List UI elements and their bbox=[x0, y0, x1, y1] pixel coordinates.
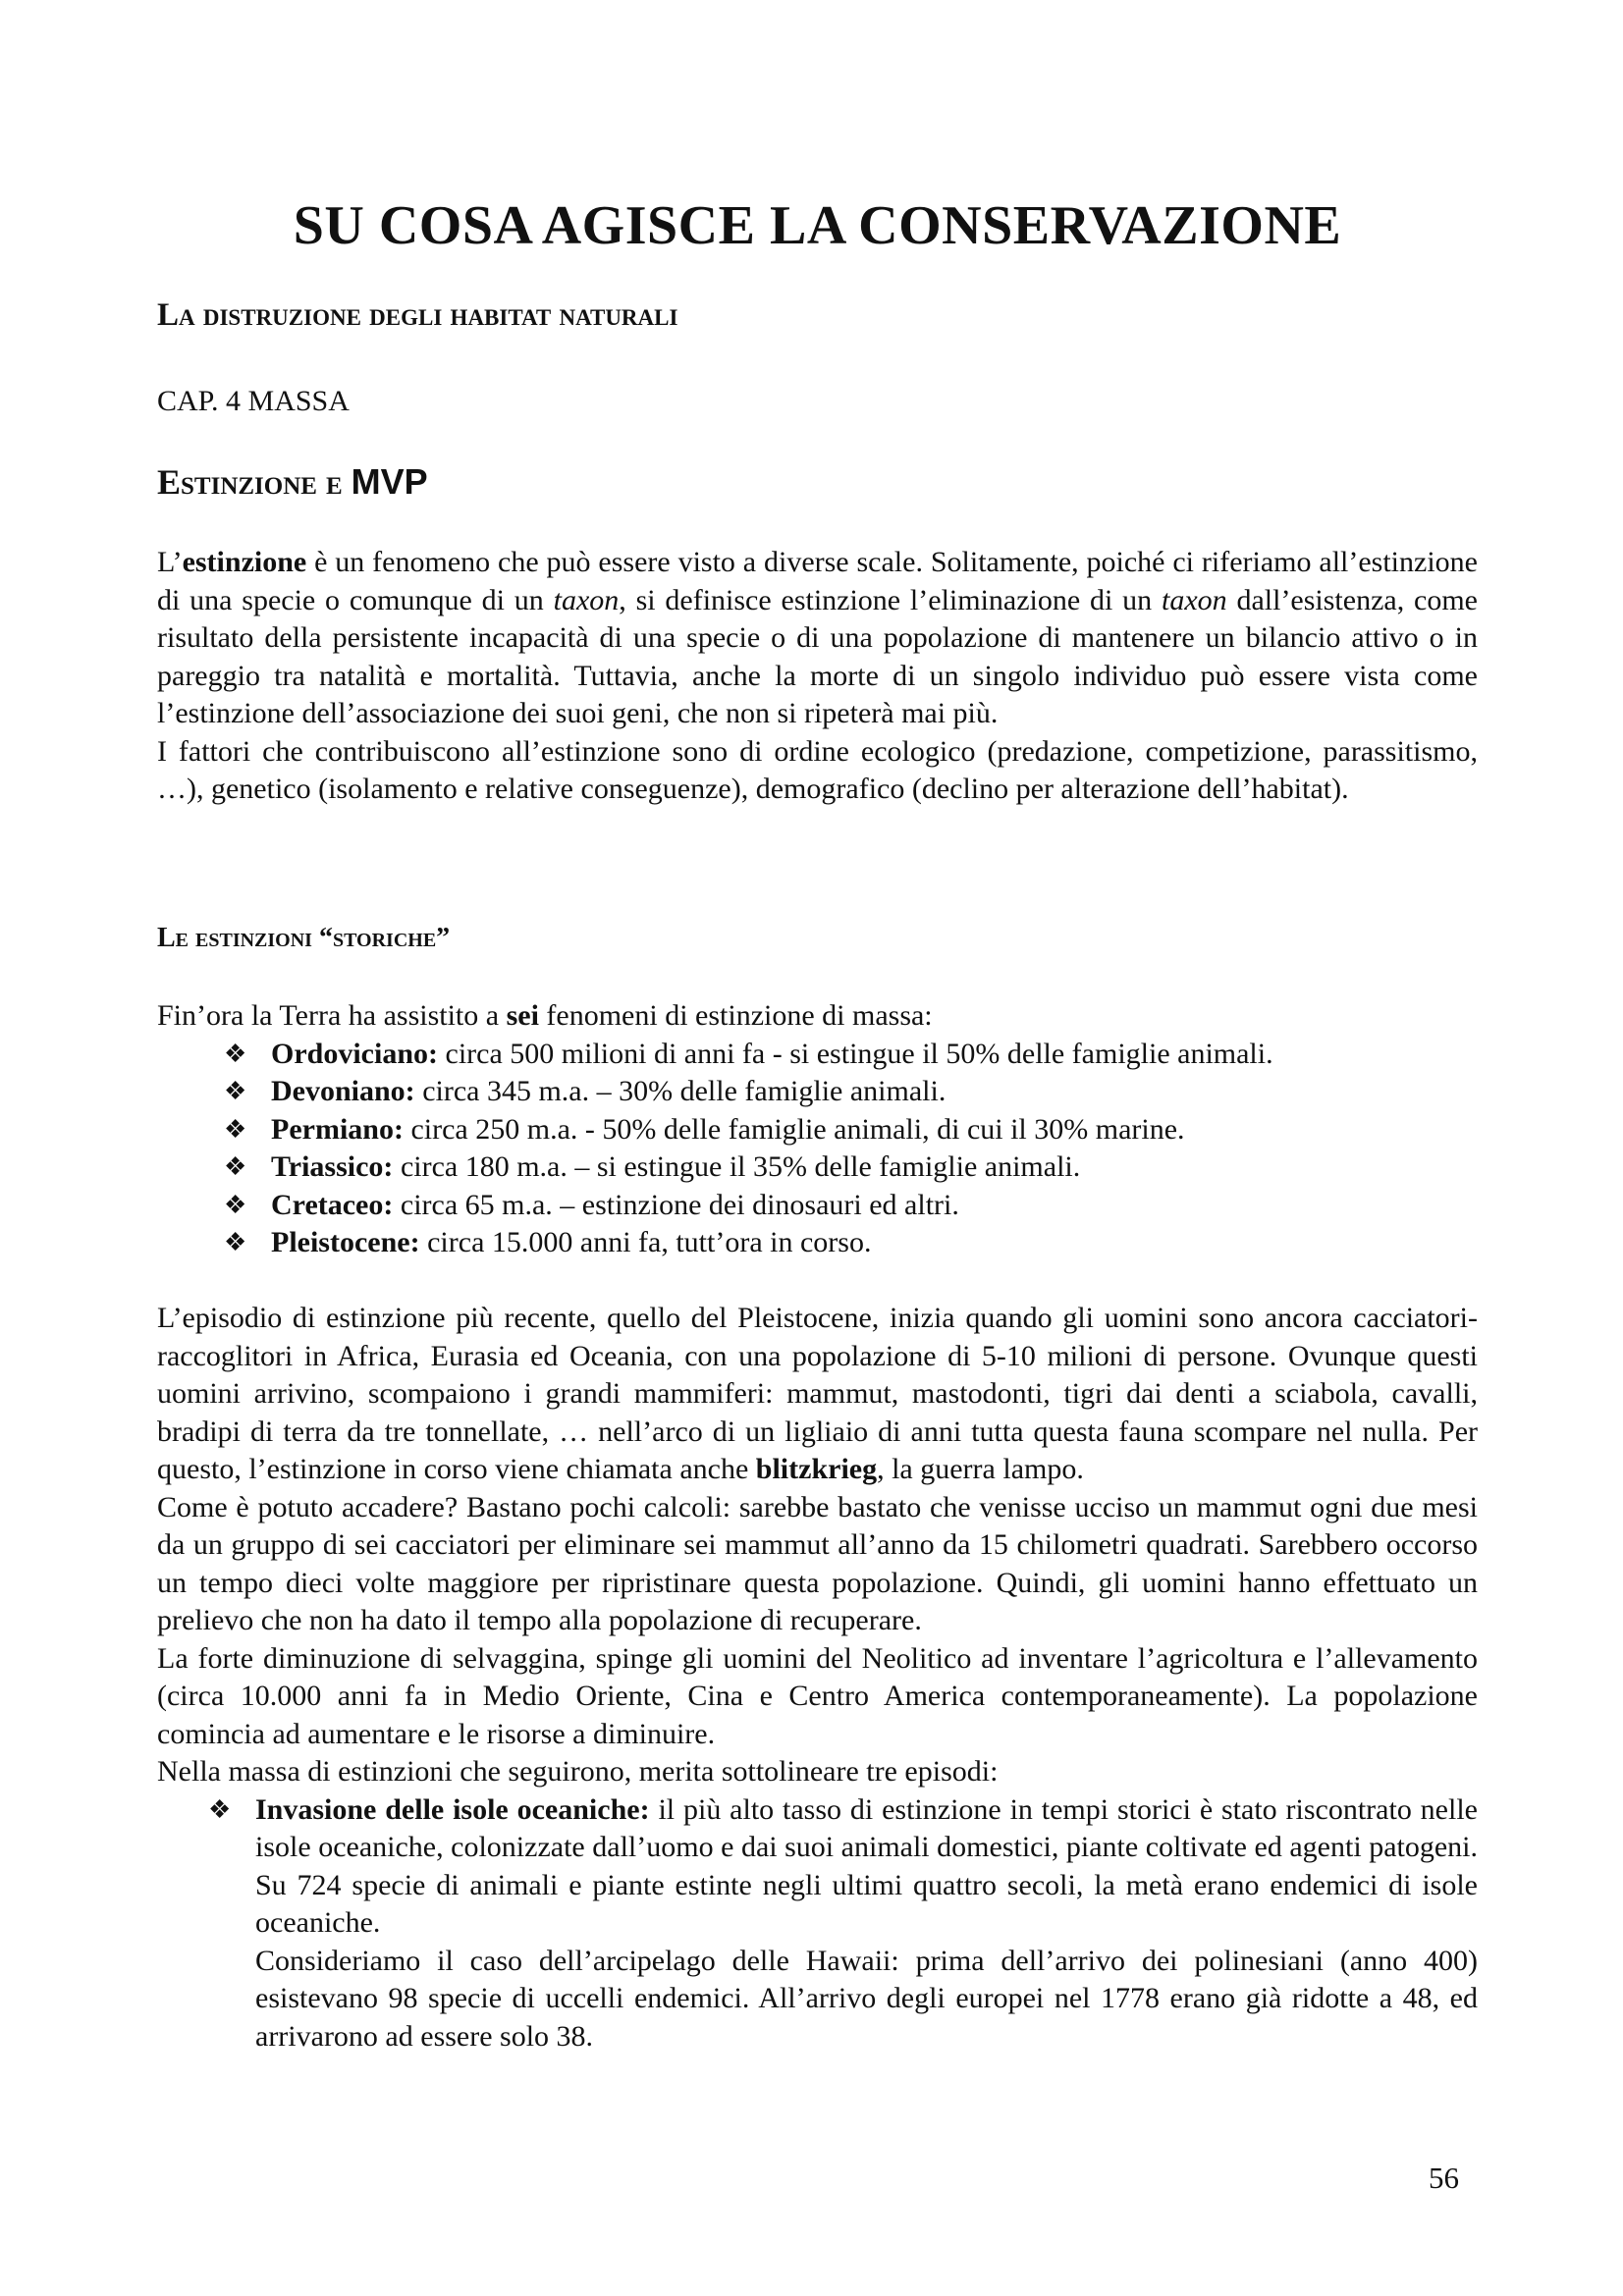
list-item bbox=[157, 1148, 1478, 1187]
text-run: Fin’ora la Terra ha assistito a bbox=[157, 999, 507, 1032]
section-heading-estinzione bbox=[157, 461, 428, 503]
diamond-bullet-icon: ❖ bbox=[224, 1152, 247, 1181]
text-run: L’episodio di estinzione più recente, quello del Pleistocene, inizia quando gli uomini sono ancora cacciatori-raccoglitori in Africa, Eurasia ed Oceania, con una popolazione di 5-10 milioni di persone. Ovunque questi uomini arrivino, scompaiono i grandi mammiferi: mammut, mastodonti, tigri dai denti a sciabola, cavalli, bradipi di terra da tre tonnellate, … nell’arco di un ligliaio di anni tutta questa fauna scompare nel nulla. Per questo, l’estinzione in corso viene chiamata anche bbox=[157, 1302, 1478, 1485]
list-item bbox=[157, 1791, 1478, 1943]
episode-paragraph-2: Consideriamo il caso dell’arcipelago delle Hawaii: prima dell’arrivo dei polinesiani (anno 400) esistevano 98 specie di uccelli endemici. All’arrivo degli europei nel 1778 erano già ridotte a 48, ed arrivarono ad essere solo 38. bbox=[255, 1944, 1478, 2053]
page-title: SU COSA AGISCE LA CONSERVAZIONE bbox=[293, 195, 1342, 256]
event-text: circa 345 m.a. – 30% delle famiglie animali. bbox=[414, 1075, 947, 1107]
diamond-bullet-icon: ❖ bbox=[224, 1039, 247, 1068]
intro-paragraph-1 bbox=[157, 544, 1478, 733]
term-taxon: taxon bbox=[1161, 583, 1227, 616]
text-run: , la guerra lampo. bbox=[877, 1453, 1084, 1485]
list-item bbox=[157, 1073, 1478, 1111]
diamond-bullet-icon: ❖ bbox=[224, 1228, 247, 1256]
event-text: circa 500 milioni di anni fa - si estingue il 50% delle famiglie animali. bbox=[438, 1037, 1273, 1070]
event-name: Devoniano: bbox=[271, 1075, 415, 1107]
body-paragraph-2: Come è potuto accadere? Bastano pochi calcoli: sarebbe bastato che venisse ucciso un mammut ogni due mesi da un gruppo di sei cacciatori per eliminare sei mammut all’anno da 15 chilometri quadrati. Sarebbero occorso un tempo dieci volte maggiore per ripristinare questa popolazione. Quindi, gli uomini hanno effettuato un prelievo che non ha dato il tempo alla popolazione di recuperare. bbox=[157, 1490, 1478, 1636]
page-number: 56 bbox=[1429, 2161, 1459, 2195]
body-block bbox=[157, 1300, 1478, 2056]
text-run: , si definisce estinzione l’eliminazione di un bbox=[619, 583, 1162, 616]
text-run: è un fenomeno che può essere visto a diverse scale. Solitamente, poiché ci riferiamo all’estinzione di una specie o comunque di un bbox=[157, 546, 1478, 616]
intro-block bbox=[157, 544, 1478, 809]
section-heading-estinzione-part1: Estinzione e bbox=[157, 462, 352, 502]
diamond-bullet-icon: ❖ bbox=[208, 1794, 232, 1824]
event-name: Cretaceo: bbox=[271, 1188, 394, 1221]
text-run: L’ bbox=[157, 546, 183, 578]
section-heading-estinzione-part2: MVP bbox=[351, 461, 428, 502]
list-item bbox=[157, 1036, 1478, 1074]
text-run: dall’esistenza, come risultato della persistente incapacità di una specie o di una popolazione di mantenere un bilancio attivo o in pareggio tra natalità e mortalità. Tuttavia, anche la morte di un singolo individuo può essere vista come l’estinzione dell’associazione dei suoi geni, che non si ripeterà mai più. bbox=[157, 583, 1478, 729]
chapter-reference: CAP. 4 MASSA bbox=[157, 385, 350, 417]
term-blitzkrieg: blitzkrieg bbox=[755, 1453, 878, 1485]
storiche-lead bbox=[157, 997, 1478, 1036]
event-name: Ordoviciano: bbox=[271, 1037, 438, 1070]
list-item bbox=[157, 1111, 1478, 1149]
event-text: circa 250 m.a. - 50% delle famiglie animali, di cui il 30% marine. bbox=[403, 1112, 1185, 1146]
event-text: circa 180 m.a. – si estingue il 35% delle famiglie animali. bbox=[393, 1150, 1081, 1183]
term-taxon: taxon bbox=[553, 583, 620, 616]
list-item bbox=[157, 1224, 1478, 1262]
event-text: circa 65 m.a. – estinzione dei dinosauri ed altri. bbox=[393, 1188, 959, 1221]
term-estinzione: estinzione bbox=[182, 546, 307, 578]
episode-text: il più alto tasso di estinzione in tempi storici è stato riscontrato nelle isole oceaniche, colonizzate dall’uomo e dai suoi animali domestici, piante coltivate ed agenti patogeni. Su 724 specie di animali e piante estinte negli ultimi quattro secoli, la metà erano endemici di isole oceaniche. bbox=[255, 1792, 1478, 1939]
body-paragraph-1 bbox=[157, 1300, 1478, 1489]
event-text: circa 15.000 anni fa, tutt’ora in corso. bbox=[419, 1226, 872, 1258]
event-name: Pleistocene: bbox=[271, 1226, 420, 1258]
list-item bbox=[157, 1187, 1478, 1225]
text-run: fenomeni di estinzione di massa: bbox=[538, 999, 933, 1032]
section-heading-storiche: Le estinzioni “storiche” bbox=[157, 923, 451, 953]
episodes-list bbox=[157, 1791, 1478, 1943]
episode-name: Invasione delle isole oceaniche: bbox=[255, 1792, 650, 1826]
term-sei: sei bbox=[506, 999, 539, 1032]
intro-paragraph-2: I fattori che contribuiscono all’estinzione sono di ordine ecologico (predazione, competizione, parassitismo, …), genetico (isolamento e relative conseguenze), demografico (declino per alterazione dell’habitat). bbox=[157, 734, 1478, 805]
body-paragraph-3: La forte diminuzione di selvaggina, spinge gli uomini del Neolitico ad inventare l’agricoltura e l’allevamento (circa 10.000 anni fa in Medio Oriente, Cina e Centro America contemporaneamente). La popolazione comincia ad aumentare e le risorse a diminuire. bbox=[157, 1641, 1478, 1750]
event-name: Triassico: bbox=[271, 1150, 394, 1183]
diamond-bullet-icon: ❖ bbox=[224, 1190, 247, 1219]
diamond-bullet-icon: ❖ bbox=[224, 1077, 247, 1105]
storiche-block bbox=[157, 997, 1478, 1262]
diamond-bullet-icon: ❖ bbox=[224, 1114, 247, 1144]
section-heading-habitat: La distruzione degli habitat naturali bbox=[157, 297, 678, 333]
extinction-events-list bbox=[157, 1036, 1478, 1262]
event-name: Permiano: bbox=[271, 1112, 404, 1146]
body-paragraph-4: Nella massa di estinzioni che seguirono, merita sottolineare tre episodi: bbox=[157, 1755, 999, 1788]
